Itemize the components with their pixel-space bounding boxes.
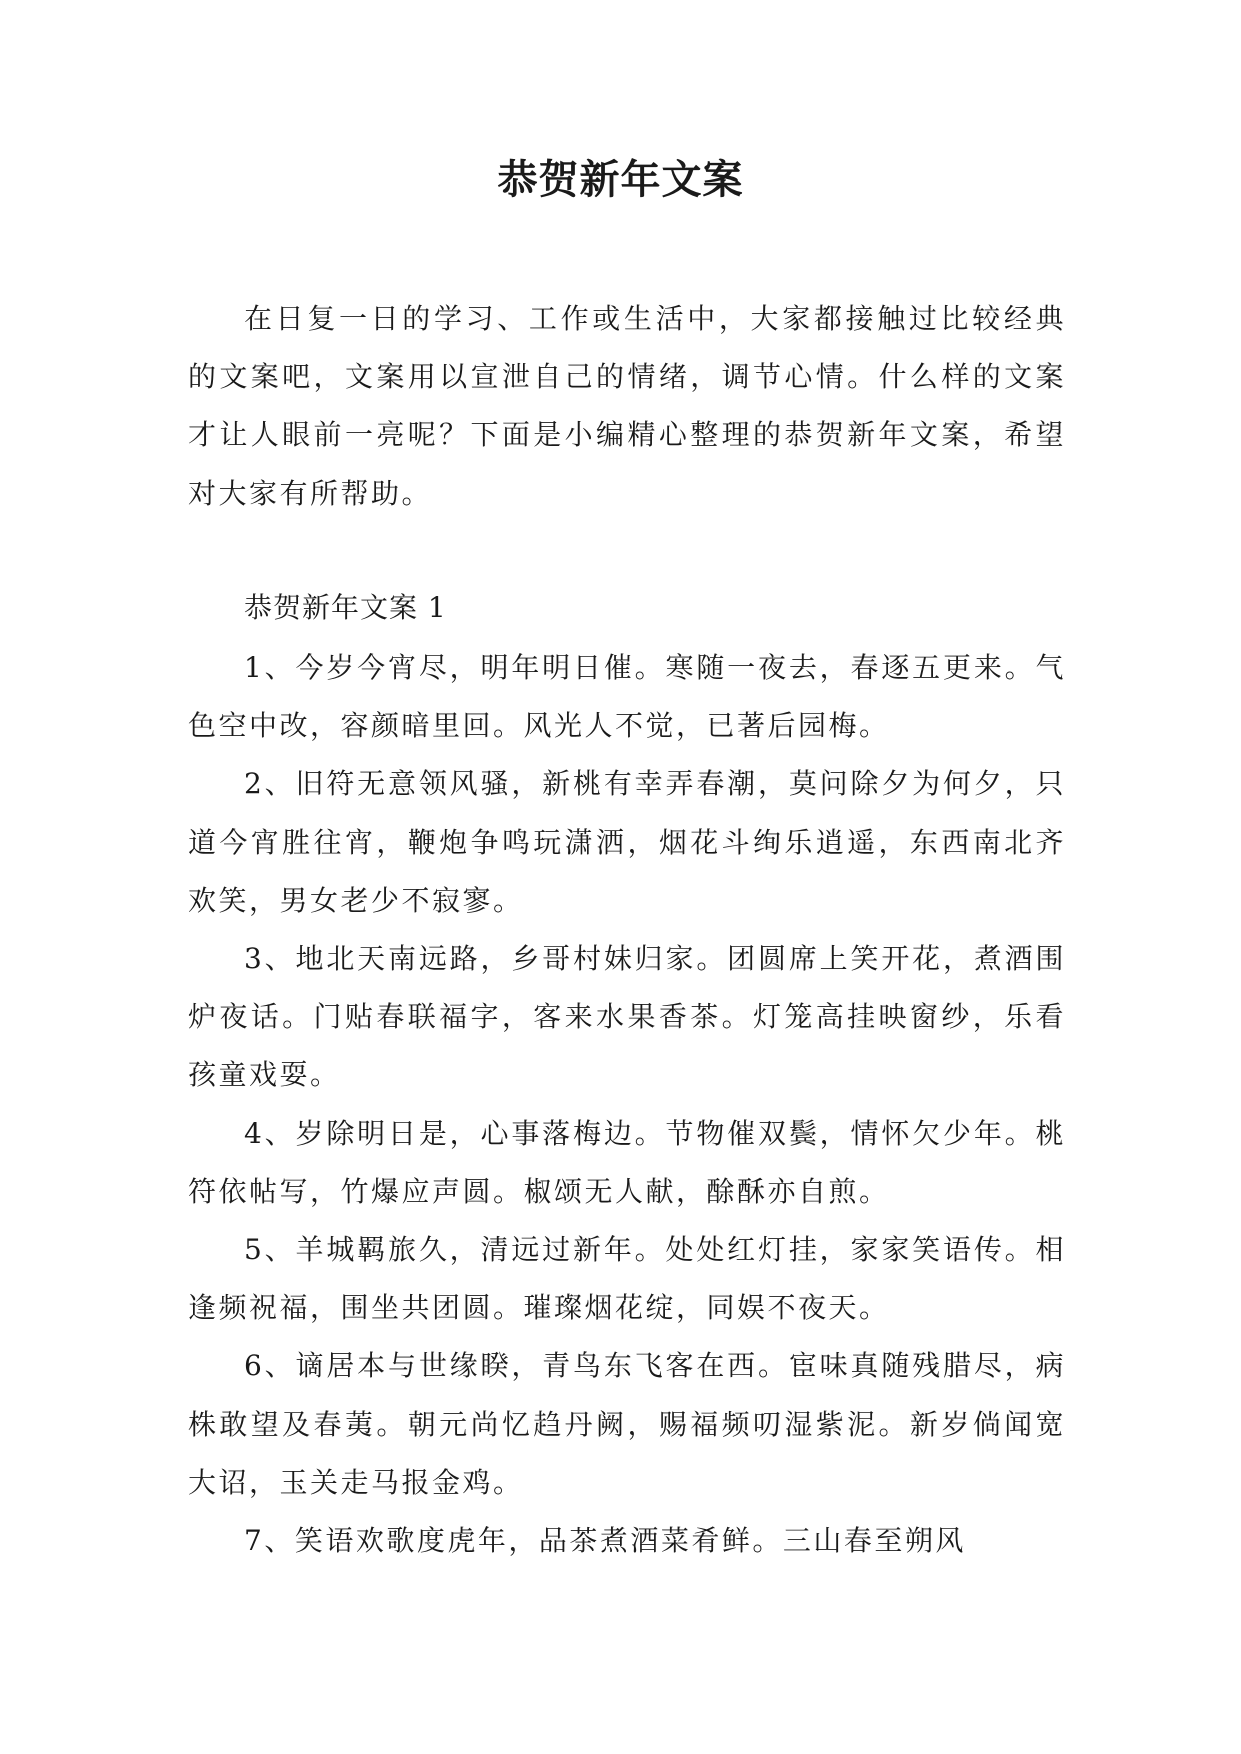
list-item: 3、地北天南远路，乡哥村妹归家。团圆席上笑开花，煮酒围炉夜话。门贴春联福字，客来水果香茶。灯笼高挂映窗纱，乐看孩童戏耍。 xyxy=(188,942,1066,1092)
document-body xyxy=(188,290,1066,1570)
document-title: 恭贺新年文案 xyxy=(497,157,744,203)
list-item: 5、羊城羁旅久，清远过新年。处处红灯挂，家家笑语传。相逢频祝福，围坐共团圆。璀璨烟花绽，同娱不夜天。 xyxy=(188,1233,1066,1325)
section-heading: 恭贺新年文案 1 xyxy=(244,590,447,624)
list-item: 6、谪居本与世缘睽，青鸟东飞客在西。宦味真随残腊尽，病株敢望及春荑。朝元尚忆趋丹阙，赐福频叨湿紫泥。新岁倘闻宽大诏，玉关走马报金鸡。 xyxy=(188,1349,1066,1499)
list-item: 4、岁除明日是，心事落梅边。节物催双鬓，情怀欠少年。桃符依帖写，竹爆应声圆。椒颂无人献，酴酥亦自煎。 xyxy=(188,1116,1066,1208)
list-item: 1、今岁今宵尽，明年明日催。寒随一夜去，春逐五更来。气色空中改，容颜暗里回。风光人不觉，已著后园梅。 xyxy=(188,651,1066,743)
intro-paragraph: 在日复一日的学习、工作或生活中，大家都接触过比较经典的文案吧，文案用以宣泄自己的情绪，调节心情。什么样的文案才让人眼前一亮呢？下面是小编精心整理的恭贺新年文案，希望对大家有所帮助。 xyxy=(188,302,1066,510)
list-item: 2、旧符无意领风骚，新桃有幸弄春潮，莫问除夕为何夕，只道今宵胜往宵，鞭炮争鸣玩潇洒，烟花斗绚乐逍遥，东西南北齐欢笑，男女老少不寂寥。 xyxy=(188,767,1066,917)
list-item: 7、笑语欢歌度虎年，品茶煮酒菜肴鲜。三山春至朔风 xyxy=(244,1524,966,1558)
